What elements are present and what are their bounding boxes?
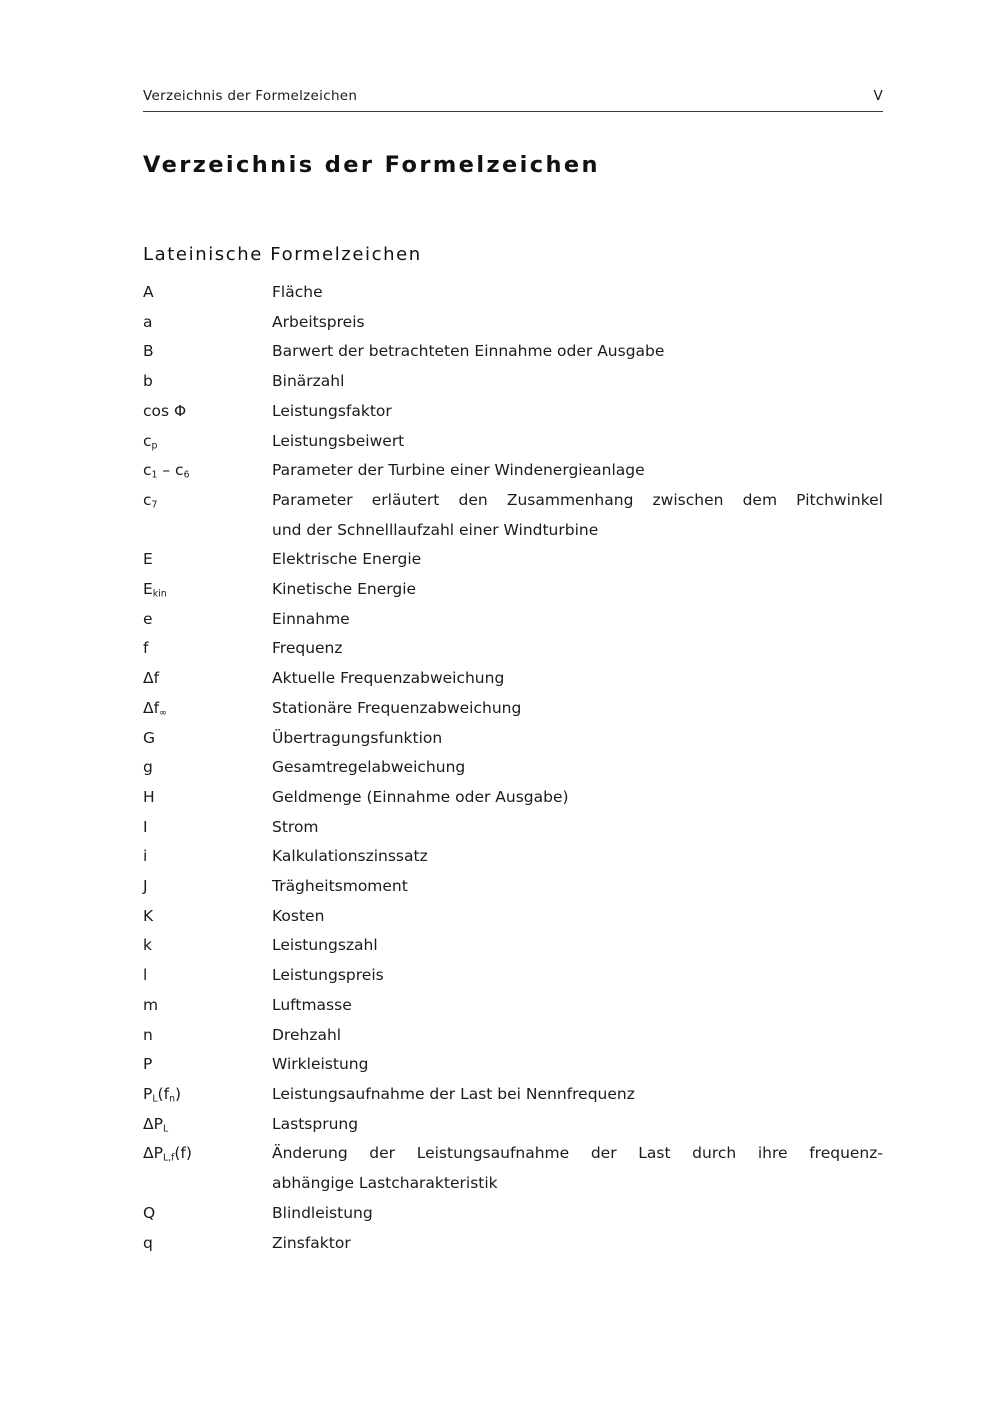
symbol-row bbox=[143, 605, 883, 635]
symbol: $E_{kin}$ bbox=[143, 580, 167, 600]
symbol: $\Delta f_\infty$ bbox=[143, 698, 167, 719]
symbol-description: Leistungsfaktor bbox=[272, 401, 392, 420]
symbol-row bbox=[143, 278, 883, 308]
symbol-description: Trägheitsmoment bbox=[272, 877, 408, 896]
symbol-description: Leistungsbeiwert bbox=[272, 431, 405, 450]
symbol-row bbox=[143, 337, 883, 367]
symbol: $\Delta P_{L,f}(f)$ bbox=[143, 1144, 192, 1164]
symbol-description: Leistungspreis bbox=[272, 966, 384, 985]
symbol: cos Φ bbox=[143, 401, 187, 420]
symbol-description: Frequenz bbox=[272, 639, 343, 658]
page-number: V bbox=[873, 88, 883, 104]
symbol: $P_L(f_n)$ bbox=[143, 1084, 182, 1105]
symbol: E bbox=[143, 550, 153, 569]
symbol-row bbox=[143, 872, 883, 902]
symbol-row bbox=[143, 1080, 883, 1110]
symbol-description: Gesamtregelabweichung bbox=[272, 758, 466, 777]
symbol-description: Drehzahl bbox=[272, 1025, 342, 1044]
symbol-row bbox=[143, 397, 883, 427]
symbol-row bbox=[143, 308, 883, 338]
symbol: m bbox=[143, 995, 159, 1014]
symbol-description: Binärzahl bbox=[272, 372, 345, 391]
symbol-row bbox=[143, 545, 883, 575]
symbol: e bbox=[143, 609, 153, 628]
symbol: I bbox=[143, 817, 148, 836]
symbol-row bbox=[143, 575, 883, 605]
symbol-row bbox=[143, 1199, 883, 1229]
symbol-description: Kalkulationszinssatz bbox=[272, 847, 428, 866]
symbol-row bbox=[143, 753, 883, 783]
symbol: J bbox=[143, 877, 148, 896]
symbol-description: Zinsfaktor bbox=[272, 1233, 351, 1252]
symbol-description: Fläche bbox=[272, 283, 323, 301]
symbol-row bbox=[143, 1139, 883, 1198]
symbol-description: Leistungszahl bbox=[272, 936, 378, 955]
symbol-description: Barwert der betrachteten Einnahme oder Ausgabe bbox=[272, 342, 665, 361]
symbol: g bbox=[143, 758, 153, 777]
symbol-row bbox=[143, 1021, 883, 1051]
symbol-description: Blindleistung bbox=[272, 1203, 373, 1222]
symbol-row bbox=[143, 1110, 883, 1140]
symbol: Δf bbox=[143, 669, 160, 688]
symbol: $c_p$ bbox=[143, 431, 158, 452]
symbol-description: Lastsprung bbox=[272, 1114, 359, 1133]
symbol-description: Stationäre Frequenzabweichung bbox=[272, 698, 522, 717]
symbol-description: Arbeitspreis bbox=[272, 312, 365, 331]
symbol-row bbox=[143, 694, 883, 724]
symbol: G bbox=[143, 728, 156, 747]
symbol: A bbox=[143, 283, 154, 301]
symbol-description: Übertragungsfunktion bbox=[272, 728, 443, 747]
running-header bbox=[143, 88, 883, 112]
symbol: B bbox=[143, 342, 154, 361]
symbol-description: Einnahme bbox=[272, 609, 350, 628]
symbol: b bbox=[143, 372, 153, 391]
symbol-description: Kinetische Energie bbox=[272, 580, 417, 599]
symbol-description: Geldmenge (Einnahme oder Ausgabe) bbox=[272, 787, 569, 806]
symbol: k bbox=[143, 936, 152, 955]
symbol-row bbox=[143, 783, 883, 813]
symbol-description: Wirkleistung bbox=[272, 1055, 369, 1074]
symbol-description: Parameter der Turbine einer Windenergieanlage bbox=[272, 461, 645, 480]
symbol-row bbox=[143, 456, 883, 486]
symbol-description: Luftmasse bbox=[272, 995, 352, 1014]
symbol-description: Aktuelle Frequenzabweichung bbox=[272, 669, 505, 688]
symbol: $c_7$ bbox=[143, 490, 158, 511]
running-title: Verzeichnis der Formelzeichen bbox=[143, 88, 358, 104]
symbol-row bbox=[143, 486, 883, 545]
symbol: f bbox=[143, 639, 149, 658]
symbol: Q bbox=[143, 1203, 156, 1222]
symbol: P bbox=[143, 1055, 153, 1074]
symbol-description: Leistungsaufnahme der Last bei Nennfrequenz bbox=[272, 1084, 635, 1103]
symbol-row bbox=[143, 991, 883, 1021]
symbol: l bbox=[143, 966, 148, 985]
symbol-description: Änderung der Leistungsaufnahme der Last durch ihre frequenz- abhängige Lastcharakteristik bbox=[272, 1144, 883, 1193]
symbol: $c_1 - c_6$ bbox=[143, 461, 190, 481]
section-heading: Lateinische Formelzeichen bbox=[143, 244, 422, 265]
symbol-row bbox=[143, 842, 883, 872]
symbol-row bbox=[143, 367, 883, 397]
symbol: q bbox=[143, 1233, 153, 1252]
symbol-row bbox=[143, 1229, 883, 1259]
symbol-row bbox=[143, 724, 883, 754]
symbol: $\Delta P_L$ bbox=[143, 1114, 169, 1135]
symbol-row bbox=[143, 634, 883, 664]
symbol: i bbox=[143, 847, 148, 866]
symbol-row bbox=[143, 813, 883, 843]
symbol-description: Elektrische Energie bbox=[272, 550, 422, 569]
symbol: K bbox=[143, 906, 154, 925]
symbol-list bbox=[143, 278, 883, 1258]
symbol-row bbox=[143, 961, 883, 991]
symbol: a bbox=[143, 312, 153, 331]
symbol-row bbox=[143, 931, 883, 961]
symbol-row bbox=[143, 427, 883, 457]
symbol-description: Parameter erläutert den Zusammenhang zwischen dem Pitchwinkel und der Schnelllaufzahl einer Windturbine bbox=[272, 490, 883, 539]
symbol-row bbox=[143, 902, 883, 932]
symbol: H bbox=[143, 787, 155, 806]
symbol-row bbox=[143, 1050, 883, 1080]
symbol-row bbox=[143, 664, 883, 694]
page-title: Verzeichnis der Formelzeichen bbox=[143, 152, 600, 178]
symbol-description: Strom bbox=[272, 817, 319, 836]
symbol: n bbox=[143, 1025, 153, 1044]
symbol-description: Kosten bbox=[272, 906, 325, 925]
